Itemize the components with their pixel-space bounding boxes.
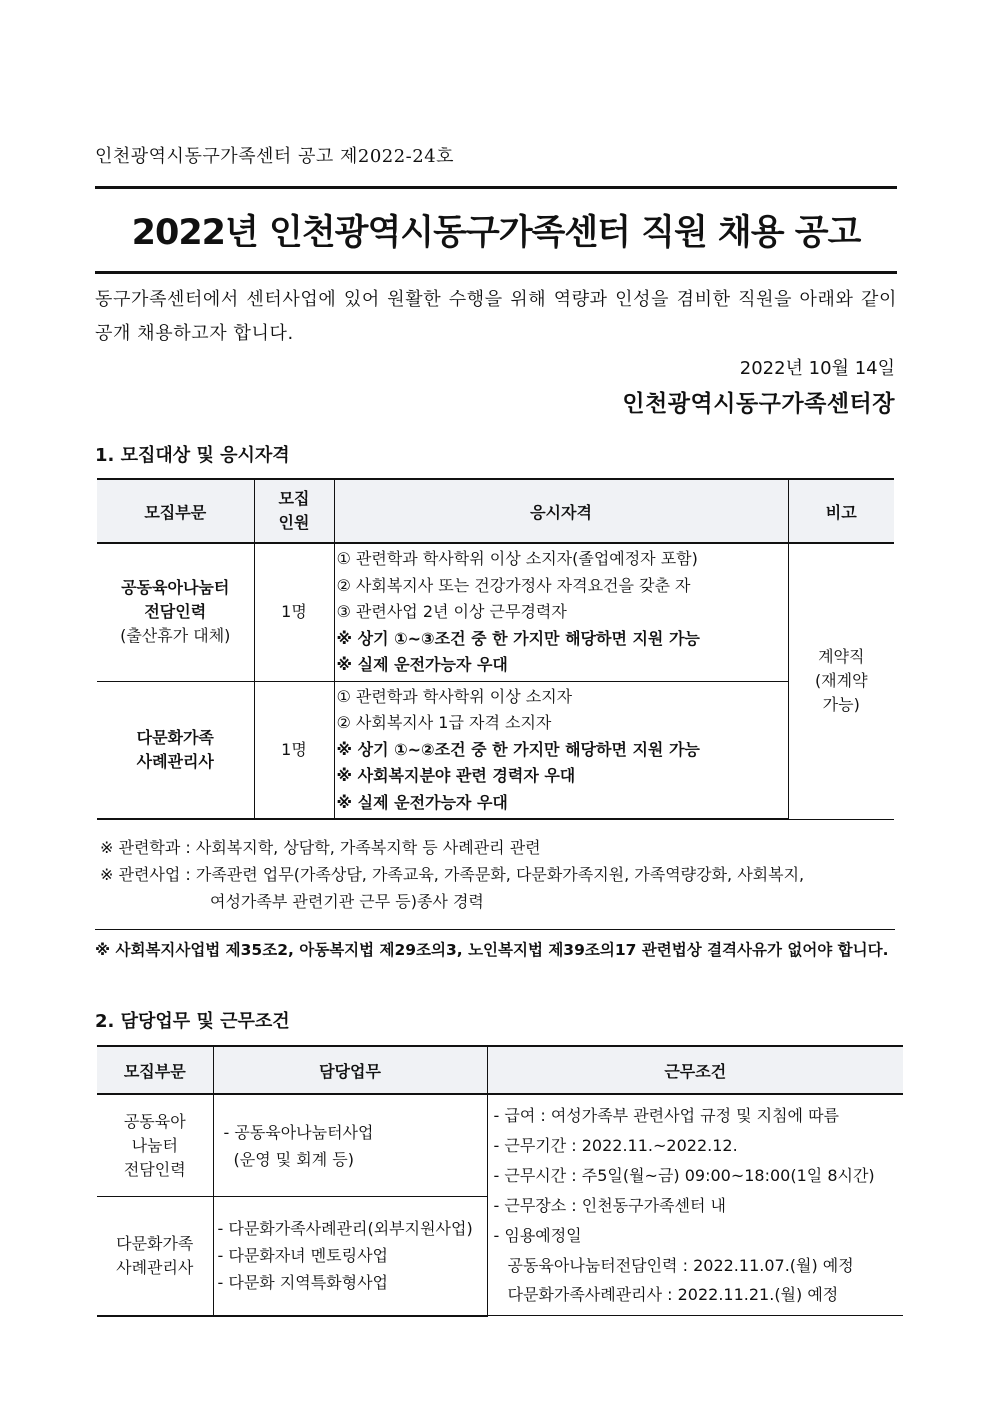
qual-item: ③ 관련사업 2년 이상 근무경력자 [336, 602, 567, 621]
condition-item: - 근무기간 : 2022.11.~2022.12. [493, 1136, 738, 1155]
dept-cell [97, 1094, 213, 1197]
note-label: ※ 관련사업 : [100, 865, 191, 884]
header-cond: 근무조건 [487, 1046, 903, 1094]
issuer-name: 인천광역시동구가족센터장 [622, 391, 895, 417]
qual-item: ② 사회복지사 1급 자격 소지자 [336, 713, 552, 732]
dept-cell [97, 1197, 213, 1316]
table-row [97, 543, 894, 681]
header-dept: 모집부문 [97, 1046, 213, 1094]
table-row [97, 1094, 903, 1197]
header-remark: 비고 [788, 479, 894, 543]
note-label: ※ 관련학과 : [100, 838, 191, 857]
condition-item: - 근무장소 : 인천동구가족센터 내 [493, 1196, 726, 1215]
legal-notice: ※ 사회복지사업법 제35조2, 아동복지법 제29조의3, 노인복지법 제39조의17 관련법상 결격사유가 없어야 합니다. [95, 941, 889, 959]
qual-item: ① 관련학과 학사학위 이상 소지자(졸업예정자 포함) [336, 549, 698, 568]
qual-cell [334, 681, 788, 819]
page-title: 2022년 인천광역시동구가족센터 직원 채용 공고 [131, 213, 861, 253]
header-count [254, 479, 334, 543]
table-row [97, 681, 894, 819]
intro-paragraph: 동구가족센터에서 센터사업에 있어 원활한 수행을 위해 역량과 인성을 겸비한 직원을 아래와 같이 공개 채용하고자 합니다. [95, 289, 897, 344]
remark-line: 가능) [822, 695, 860, 715]
qual-item: ※ 상기 ①~③조건 중 한 가지만 해당하면 지원 가능 [336, 628, 700, 648]
condition-item: - 급여 : 여성가족부 관련사업 규정 및 지침에 따름 [493, 1106, 840, 1125]
note-related-biz [100, 862, 804, 885]
duty-item: - 공동육아나눔터사업 [223, 1122, 374, 1142]
qual-item: ※ 실제 운전가능자 우대 [336, 792, 508, 812]
qual-cell [334, 543, 788, 681]
section2-title: 2. 담당업무 및 근무조건 [95, 1011, 290, 1032]
header-qual: 응시자격 [334, 479, 788, 543]
start-date-item: 공동육아나눔터전담인력 : 2022.11.07.(월) 예정 [507, 1256, 854, 1275]
duty-item: - 다문화자녀 멘토링사업 [217, 1246, 389, 1266]
dept-line: 전담인력 [123, 1159, 186, 1179]
header-count-line1: 모집 [278, 489, 310, 508]
title-bottom-rule [95, 271, 897, 274]
dept-line: 다문화가족 [136, 727, 214, 747]
qual-item: ② 사회복지사 또는 건강가정사 자격요건을 갖춘 자 [336, 575, 691, 595]
notice-number: 인천광역시동구가족센터 공고 제2022-24호 [95, 146, 455, 167]
remark-cell [788, 543, 894, 819]
note-text: 사회복지학, 상담학, 가족복지학 등 사례관리 관련 [195, 838, 541, 857]
qual-item: ① 관련학과 학사학위 이상 소지자 [336, 686, 573, 706]
note-related-biz-cont: 여성가족부 관련기관 근무 등)종사 경력 [210, 892, 484, 911]
divider [95, 929, 895, 930]
condition-item: - 임용예정일 [493, 1226, 582, 1245]
dept-line: 공동육아나눔터 [121, 578, 230, 598]
note-related-dept [100, 835, 541, 858]
qual-item: ※ 실제 운전가능자 우대 [336, 655, 508, 674]
start-date-item: 다문화가족사례관리사 : 2022.11.21.(월) 예정 [507, 1285, 839, 1304]
note-text: 가족관련 업무(가족상담, 가족교육, 가족문화, 다문화가족지원, 가족역량강화, 사회복지, [195, 865, 805, 884]
remark-line: 계약직 [818, 647, 865, 667]
duty-item: - 다문화가족사례관리(외부지원사업) [217, 1219, 473, 1239]
title-top-rule [95, 186, 897, 189]
duty-item: (운영 및 회계 등) [233, 1149, 354, 1169]
duty-table [97, 1045, 903, 1317]
dept-line: 공동육아 [123, 1111, 186, 1131]
dept-line: 사례관리사 [136, 751, 214, 771]
header-duty: 담당업무 [213, 1046, 487, 1094]
dept-cell [97, 543, 254, 681]
condition-cell [487, 1094, 903, 1316]
remark-line: (재계약 [814, 671, 868, 691]
qual-item: ※ 사회복지분야 관련 경력자 우대 [336, 766, 576, 785]
header-count-line2: 인원 [278, 513, 310, 532]
section1-title: 1. 모집대상 및 응시자격 [95, 445, 290, 466]
dept-cell [97, 681, 254, 819]
duty-cell [213, 1197, 487, 1316]
duty-cell [213, 1094, 487, 1197]
qualification-table [97, 478, 894, 820]
header-dept: 모집부문 [97, 479, 254, 543]
dept-line: 전담인력 [144, 602, 207, 622]
count-cell: 1명 [254, 543, 334, 681]
dept-line: 나눔터 [131, 1135, 178, 1155]
dept-line: (출산휴가 대체) [120, 626, 231, 646]
qual-item: ※ 상기 ①~②조건 중 한 가지만 해당하면 지원 가능 [336, 739, 700, 759]
duty-item: - 다문화 지역특화형사업 [217, 1273, 389, 1293]
dept-line: 다문화가족 [116, 1233, 194, 1253]
count-cell: 1명 [254, 681, 334, 819]
notice-date: 2022년 10월 14일 [739, 358, 895, 379]
dept-line: 사례관리사 [116, 1257, 194, 1277]
condition-item: - 근무시간 : 주5일(월~금) 09:00~18:00(1일 8시간) [493, 1166, 875, 1185]
